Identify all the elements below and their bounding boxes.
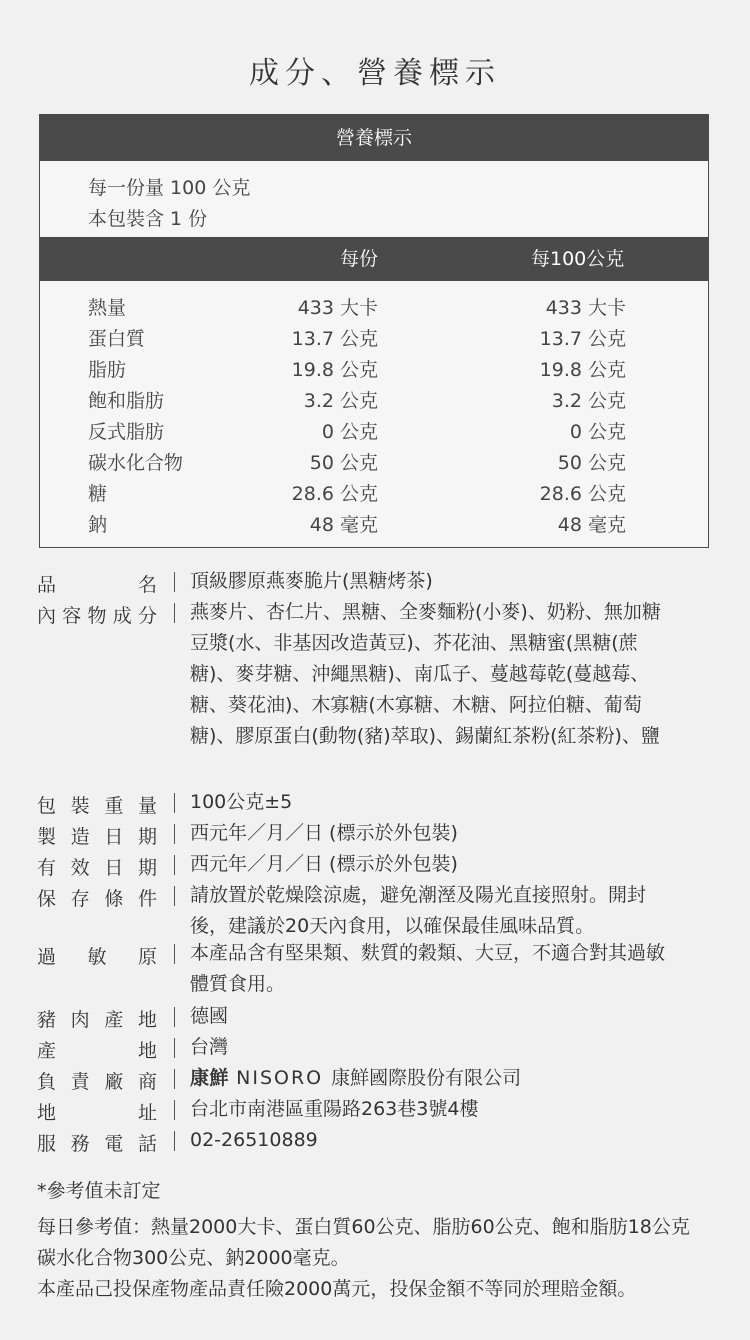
mfg-date: 西元年／月／日 (標示於外包裝) xyxy=(190,822,458,844)
nutrient-name: 熱量 xyxy=(88,297,127,319)
exp-date: 西元年／月／日 (標示於外包裝) xyxy=(190,853,458,875)
nutrition-row xyxy=(40,355,708,386)
divider xyxy=(174,1069,175,1089)
value-per-serving: 50 公克 xyxy=(309,452,378,474)
divider xyxy=(174,824,175,844)
value-per-serving: 3.2 公克 xyxy=(303,390,378,412)
info-label: 過 敏 原 xyxy=(37,946,157,968)
product-name: 頂級膠原燕麥脆片(黑糖烤茶) xyxy=(190,570,433,592)
nutrition-row xyxy=(40,510,708,541)
divider xyxy=(174,1131,175,1151)
nutrition-row xyxy=(40,293,708,324)
allergen-info: 本產品含有堅果類、麩質的穀類、大豆，不適合對其過敏 體質食用。 xyxy=(190,942,666,995)
nutrition-row xyxy=(40,324,708,355)
reference-note: *參考值未訂定 xyxy=(37,1180,161,1202)
info-label: 包 裝 重 量 xyxy=(37,795,157,817)
value-per-100g: 48 毫克 xyxy=(557,514,626,536)
nutrient-name: 飽和脂肪 xyxy=(88,390,165,412)
divider xyxy=(174,1100,175,1120)
info-label: 內 容 物 成 分 xyxy=(37,605,157,627)
divider xyxy=(174,855,175,875)
daily-reference-line-1: 每日參考值：熱量2000大卡、蛋白質60公克、脂肪60公克、飽和脂肪18公克 xyxy=(37,1216,690,1238)
value-per-serving: 48 毫克 xyxy=(309,514,378,536)
value-per-100g: 433 大卡 xyxy=(545,297,626,319)
value-per-serving: 28.6 公克 xyxy=(291,483,378,505)
value-per-100g: 13.7 公克 xyxy=(539,328,626,350)
divider xyxy=(174,944,175,964)
nutrient-name: 糖 xyxy=(88,483,108,505)
divider xyxy=(174,886,175,906)
info-label: 品 名 xyxy=(37,574,157,596)
nutrition-title: 營養標示 xyxy=(40,115,708,161)
value-per-100g: 28.6 公克 xyxy=(539,483,626,505)
value-per-serving: 19.8 公克 xyxy=(291,359,378,381)
info-label: 服 務 電 話 xyxy=(37,1133,157,1155)
divider xyxy=(174,1038,175,1058)
nutrient-name: 蛋白質 xyxy=(88,328,146,350)
nutrition-column-header xyxy=(40,237,708,281)
nutrient-name: 鈉 xyxy=(88,514,108,536)
info-label: 產 地 xyxy=(37,1040,157,1062)
nutrition-row xyxy=(40,417,708,448)
info-label: 負 責 廠 商 xyxy=(37,1071,157,1093)
serving-size: 每一份量 100 公克 xyxy=(88,177,251,199)
footnotes xyxy=(37,1176,727,1305)
nutrition-row xyxy=(40,448,708,479)
net-weight: 100公克±5 xyxy=(190,791,293,813)
nutrition-table xyxy=(39,114,709,548)
value-per-100g: 19.8 公克 xyxy=(539,359,626,381)
pork-origin: 德國 xyxy=(190,1005,229,1027)
company-name: 康鮮國際股份有限公司 xyxy=(331,1067,522,1089)
nutrient-name: 反式脂肪 xyxy=(88,421,165,443)
daily-reference-line-2: 碳水化合物300公克、鈉2000毫克。 xyxy=(37,1247,350,1269)
value-per-100g: 3.2 公克 xyxy=(551,390,626,412)
nutrient-name: 脂肪 xyxy=(88,359,127,381)
info-label: 保 存 條 件 xyxy=(37,888,157,910)
info-label: 地 址 xyxy=(37,1102,157,1124)
info-label: 豬 肉 產 地 xyxy=(37,1009,157,1031)
col-per-serving: 每份 xyxy=(340,248,379,270)
address: 台北市南港區重陽路263巷3號4樓 xyxy=(190,1098,479,1120)
value-per-serving: 0 公克 xyxy=(321,421,378,443)
info-label: 製 造 日 期 xyxy=(37,826,157,848)
divider xyxy=(174,603,175,623)
col-per-100g: 每100公克 xyxy=(531,248,625,270)
service-phone: 02-26510889 xyxy=(190,1129,318,1151)
value-per-serving: 433 大卡 xyxy=(297,297,378,319)
origin: 台灣 xyxy=(190,1036,229,1058)
insurance-note: 本產品己投保產物產品責任險2000萬元，投保金額不等同於理賠金額。 xyxy=(37,1278,637,1300)
value-per-serving: 13.7 公克 xyxy=(291,328,378,350)
ingredients: 燕麥片、杏仁片、黑糖、全麥麵粉(小麥)、奶粉、無加糖 豆漿(水、非基因改造黃豆)、芥花油、黑糖蜜(黑糖(蔗 糖)、麥芽糖、沖繩黑糖)、南瓜子、蔓越莓乾(蔓越莓、 糖、葵花油)、木寡糖(木寡糖、木糖、阿拉伯糖、葡萄 糖)、膠原蛋白(動物(豬)萃取)、錫蘭紅茶粉(紅茶粉)、鹽 xyxy=(190,601,661,747)
divider xyxy=(174,572,175,592)
storage-conditions: 請放置於乾燥陰涼處，避免潮溼及陽光直接照射。開封 後，建議於20天內食用，以確保最佳風味品質。 xyxy=(190,884,647,937)
brand-logo: 康鮮 NISORO xyxy=(190,1067,324,1089)
divider xyxy=(174,793,175,813)
divider xyxy=(174,1007,175,1027)
info-label: 有 效 日 期 xyxy=(37,857,157,879)
nutrition-row xyxy=(40,386,708,417)
nutrient-name: 碳水化合物 xyxy=(88,452,184,474)
company xyxy=(190,1063,712,1094)
nutrition-row xyxy=(40,479,708,510)
value-per-100g: 50 公克 xyxy=(557,452,626,474)
page-title: 成分、營養標示 xyxy=(249,56,501,91)
value-per-100g: 0 公克 xyxy=(569,421,626,443)
servings-per-package: 本包裝含 1 份 xyxy=(88,208,208,230)
